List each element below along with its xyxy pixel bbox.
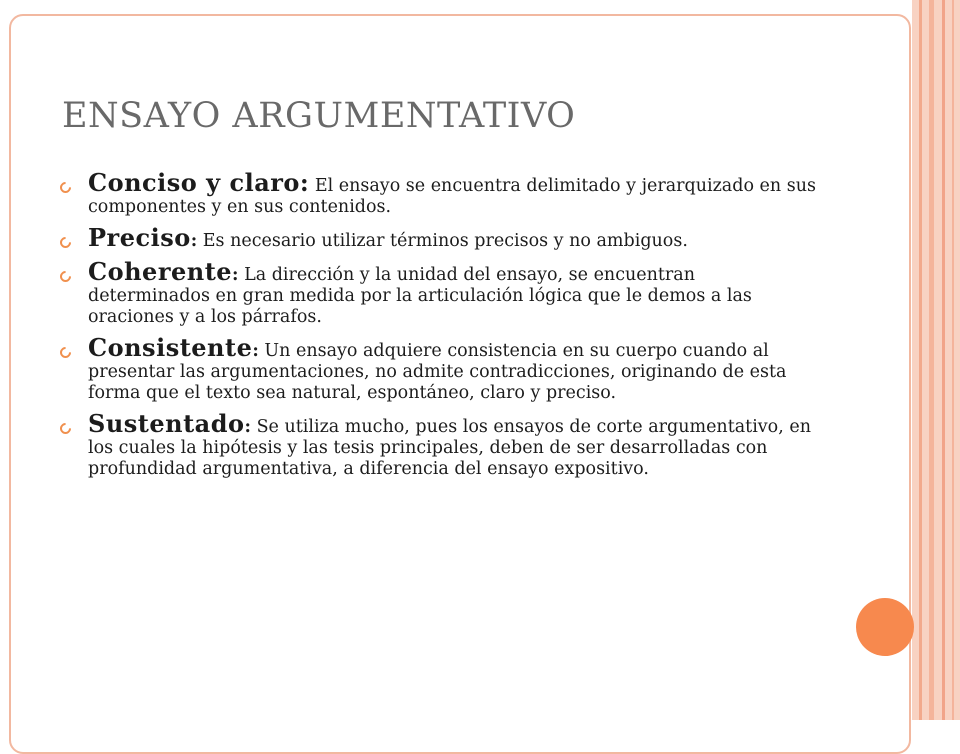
bullet-term: Sustentado [88,409,245,438]
bullet-item-sustentado [60,409,820,480]
bullet-term: Conciso y claro: [88,168,310,197]
stripe [942,0,945,720]
bullet-separator: : [252,341,259,361]
bullet-description: Es necesario utilizar términos precisos y no ambiguos. [197,231,688,251]
ring-bullet-icon [58,269,74,285]
stripe [952,0,954,720]
ring-bullet-icon [58,421,74,437]
bullet-separator: : [232,265,239,285]
bullet-item-coherente [60,257,820,328]
ring-bullet-icon [58,235,74,251]
bullet-description: La dirección y la unidad del ensayo, se encuentran determinados en gran medida por la articulación lógica que le demos a las oraciones y a los párrafos. [88,265,752,327]
bullet-item-conciso [60,168,820,218]
bullet-separator: : [190,231,198,251]
bullet-description: Se utiliza mucho, pues los ensayos de corte argumentativo, en los cuales la hipótesis y las tesis principales, deben de ser desarrolladas con profundidad argumentativa, a diferencia del ensayo expositivo. [88,417,811,479]
slide-title: ENSAYO ARGUMENTATIVO [62,96,576,136]
stripe [929,0,934,720]
bullet-term: Preciso [88,223,191,252]
stripe [919,0,922,720]
ring-bullet-icon [58,180,74,196]
bullet-term: Consistente [88,333,253,362]
decorative-circle-icon [856,598,914,656]
bullet-separator: : [244,417,251,437]
bullet-item-consistente [60,333,820,404]
bullet-description: El ensayo se encuentra delimitado y jerarquizado en sus componentes y en sus contenidos. [88,176,816,217]
bullet-term: Coherente [88,257,233,286]
ring-bullet-icon [58,345,74,361]
bullet-item-preciso [60,223,820,252]
bullet-description: Un ensayo adquiere consistencia en su cuerpo cuando al presentar las argumentaciones, no admite contradicciones, originando de esta forma que el texto sea natural, espontáneo, claro y preciso. [88,341,787,403]
decorative-stripes [912,0,960,720]
bullet-list [60,168,820,489]
